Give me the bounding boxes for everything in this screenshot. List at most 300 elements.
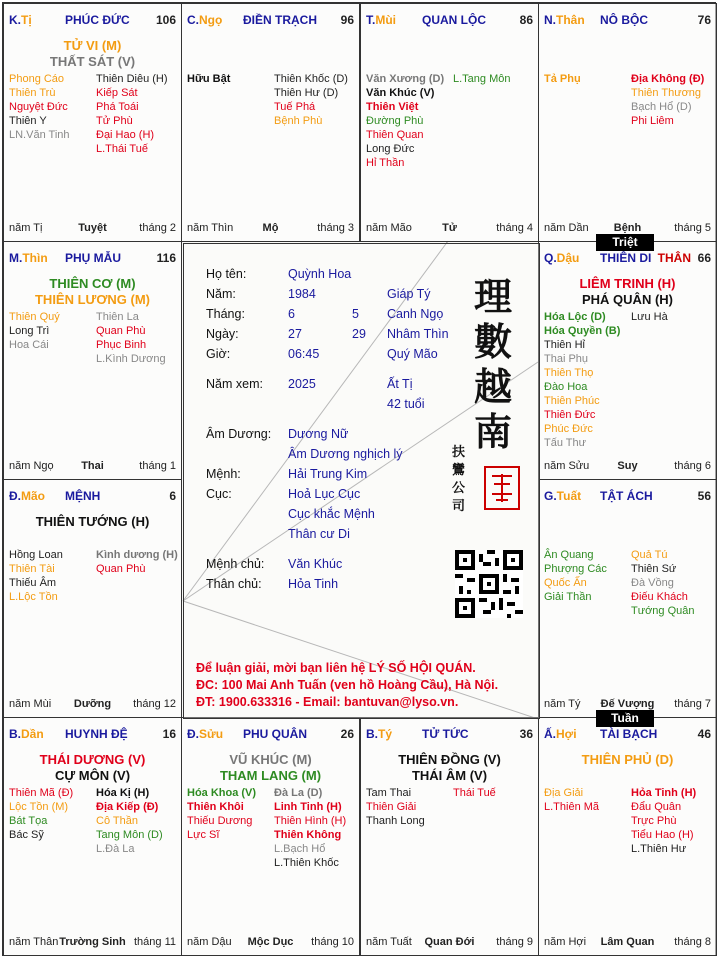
palace-name: THIÊN DI [600,251,652,265]
minor-star: Thiên Khốc (D) [274,73,348,85]
minor-star: Bác Sỹ [9,829,44,841]
minor-star: Tuế Phá [274,101,316,113]
left-stars [187,786,256,842]
right-stars [96,786,163,856]
main-star: THAM LANG (M) [219,768,322,783]
palace-chi: Tị [21,13,32,27]
palace-age: 36 [519,727,533,741]
palace-mui[interactable] [360,3,539,242]
minor-star: Kình dương (H) [96,549,178,561]
palace-age: 66 [697,251,711,265]
minor-star: Bệnh Phù [274,115,323,127]
minor-star: Thiên Quan [366,129,424,141]
palace-stage: Mộc Dục [247,936,294,948]
main-star: THIÊN TƯỚNG (H) [35,514,150,529]
label-gio: Giờ: [206,347,231,361]
left-stars [9,786,73,842]
value-cuc-3: Thân cư Di [288,527,350,541]
left-stars [544,786,599,814]
right-stars [453,72,510,86]
value-cuc-2: Cục khắc Mệnh [288,507,375,521]
palace-age: 96 [340,13,354,27]
minor-star: Thai Phụ [544,353,589,365]
contact-address: ĐC: 100 Mai Anh Tuấn (ven hồ Hoàng Cầu), Hà Nội. [196,678,499,692]
minor-star: Đẩu Quân [631,801,682,813]
minor-star: Đà Vồng [631,577,674,589]
minor-star: Tử Phù [96,115,133,127]
minor-star: Quan Phù [96,325,146,337]
palace-chi: Mùi [375,13,397,27]
calligraphy [474,274,512,454]
palace-month: tháng 12 [133,698,176,710]
palace-age: 86 [519,13,533,27]
minor-star: L.Tang Môn [453,73,511,85]
palace-can: Đ. [9,489,21,503]
palace-can: M. [9,251,23,265]
right-stars [631,548,695,618]
palace-name: MỆNH [65,489,101,503]
palace-header [187,13,354,29]
palace-month: tháng 5 [674,222,711,234]
minor-star: Đường Phù [366,115,424,127]
contact-phone-email[interactable]: ĐT: 1900.633316 - Email: bantuvan@lyso.vn. [196,695,459,709]
palace-header [9,727,176,743]
minor-star: Kiếp Sát [96,87,138,99]
info-labels [206,264,263,394]
palace-month: tháng 11 [133,936,176,948]
value-gio: 06:45 [288,347,320,361]
palace-age: 6 [169,489,176,503]
palace-footer [9,936,176,950]
seal-char: 公 [452,481,466,496]
palace-tuat[interactable] [538,479,717,718]
palace-can: C. [187,13,199,27]
minor-star: Tướng Quân [631,605,695,617]
label-am-duong: Âm Dương: [206,427,272,441]
value-than-chu: Hỏa Tinh [288,577,339,591]
minor-star: Hữu Bật [187,73,231,85]
minor-star: Thiếu Dương [187,815,253,827]
palace-header [9,251,176,267]
minor-star: Ân Quang [544,549,594,561]
value-nam-xem-can-chi: Ất Tị [387,377,413,391]
palace-can: Ấ. [544,727,556,741]
main-stars [182,752,359,784]
minor-star: Thiên Hình (H) [274,815,347,827]
calligraphy-char: 數 [474,319,513,364]
palace-ty[interactable] [360,717,539,956]
palace-year: năm Dậu [187,936,232,948]
label-menh: Mệnh: [206,467,241,481]
palace-month: tháng 4 [496,222,533,234]
palace-than[interactable] [538,3,717,242]
palace-dau[interactable] [538,241,717,480]
minor-star: Thiên Không [274,829,342,841]
minor-star: Tả Phụ [544,73,581,85]
palace-name: HUYNH ĐỆ [65,727,128,741]
seal-text [452,444,465,516]
palace-footer [544,460,711,474]
minor-star: Phá Toái [96,101,139,113]
value-ho-ten: Quỳnh Hoa [288,267,352,281]
palace-month: tháng 10 [311,936,354,948]
info-labels-2 [206,424,271,594]
palace-stage: Thai [81,460,104,472]
minor-star: Thanh Long [366,815,425,827]
palace-chi: Thìn [22,251,48,265]
palace-dan[interactable] [3,717,182,956]
main-stars [4,38,181,70]
qr-code[interactable] [455,550,523,618]
minor-star: L.Thiên Hư [631,843,687,855]
minor-star: Thiên Việt [366,101,419,113]
palace-header [544,251,711,267]
main-star: TỬ VI (M) [63,38,122,53]
palace-ngo[interactable] [181,3,360,242]
minor-star: Thiên Khôi [187,801,244,813]
main-star: THIÊN CƠ (M) [49,276,136,291]
minor-star: Linh Tinh (H) [274,801,342,813]
minor-star: Cô Thần [96,815,138,827]
palace-header [544,489,711,505]
minor-star: Thiếu Âm [9,577,57,589]
minor-star: Thiên Thương [631,87,702,99]
left-stars [9,72,70,142]
left-stars [366,786,425,828]
minor-star: Thiên Giải [366,801,417,813]
label-nam: Năm: [206,287,236,301]
minor-star: Thiên La [96,311,139,323]
minor-star: Phi Liêm [631,115,674,127]
palace-mao[interactable] [3,479,182,718]
main-star: VŨ KHÚC (M) [229,752,312,767]
minor-star: L.Thiên Khốc [274,857,339,869]
minor-star: Thiên Thọ [544,367,594,379]
palace-chi: Thân [556,13,585,27]
right-stars [96,72,168,156]
minor-star: Đà La (D) [274,787,323,799]
value-ngay-al: 29 [352,327,366,341]
palace-month: tháng 3 [317,222,354,234]
palace-chi: Dậu [556,251,580,265]
main-star: THIÊN ĐỒNG (V) [398,752,501,767]
value-nam-can-chi: Giáp Tý [387,287,431,301]
info-values-2 [288,424,403,594]
left-stars [544,548,607,604]
palace-chi: Tuất [556,489,582,503]
minor-star: Nguyệt Đức [9,101,68,113]
palace-footer [9,460,176,474]
red-seal-stamp [484,466,520,510]
contact-info [196,660,498,711]
than-marker: THÂN [657,251,691,265]
seal-char: 司 [452,499,466,514]
main-stars [4,276,181,308]
palace-name: PHÚC ĐỨC [65,13,130,27]
palace-age: 76 [697,13,711,27]
palace-year: năm Tuất [366,936,412,948]
palace-header [366,13,533,29]
palace-footer [366,222,533,236]
left-stars [9,548,63,604]
minor-star: Quả Tú [631,549,668,561]
palace-year: năm Dần [544,222,589,234]
minor-star: Phúc Đức [544,423,593,435]
minor-star: Thiên Tài [9,563,55,575]
contact-line-1: Để luận giải, mời bạn liên hệ LÝ SỐ HỘI QUÁN. [196,661,476,675]
palace-stage: Quan Đới [424,936,475,948]
minor-star: Quốc Ấn [544,577,587,589]
main-star: PHÁ QUÂN (H) [582,292,673,307]
palace-name: QUAN LỘC [422,13,486,27]
palace-chi: Tý [378,727,393,741]
palace-month: tháng 9 [496,936,533,948]
palace-can: Đ. [187,727,199,741]
palace-stage: Bệnh [613,222,642,234]
left-stars [366,72,444,170]
minor-star: Thiên Phúc [544,395,600,407]
palace-stage: Tử [442,222,457,234]
minor-star: L.Kình Dương [96,353,166,365]
palace-ti[interactable] [3,3,182,242]
main-star: CỰ MÔN (V) [54,768,131,783]
minor-star: Thiên Đức [544,409,596,421]
palace-age: 56 [697,489,711,503]
palace-stage: Đế Vượng [600,698,655,710]
value-thang-dl: 6 [288,307,295,321]
palace-name: NÔ BỘC [600,13,648,27]
palace-month: tháng 7 [674,698,711,710]
palace-month: tháng 8 [674,936,711,948]
label-ngay: Ngày: [206,327,239,341]
palace-month: tháng 1 [139,460,176,472]
right-stars [631,786,696,856]
palace-stage: Dưỡng [73,698,112,710]
minor-star: Thiên Hỉ [544,339,585,351]
minor-star: Long Trì [9,325,50,337]
minor-star: L.Đà La [96,843,135,855]
palace-year: năm Sửu [544,460,590,472]
palace-footer [187,936,354,950]
value-gio-can-chi: Quý Mão [387,347,438,361]
label-menh-chu: Mệnh chủ: [206,557,265,571]
minor-star: Lưu Hà [631,311,668,323]
info-lunar [352,304,366,344]
palace-can: B. [366,727,378,741]
seal-char: 鸞 [452,463,466,478]
center-info-panel [183,243,540,719]
minor-star: L.Thiên Mã [544,801,600,813]
seal-char: 扶 [452,445,466,460]
minor-star: Bát Tọa [9,815,48,827]
minor-star: Phong Cáo [9,73,65,85]
minor-star: Thiên Diêu (H) [96,73,168,85]
minor-star: Long Đức [366,143,415,155]
minor-star: Hóa Quyền (B) [544,325,621,337]
minor-star: Hỉ Thần [366,157,405,169]
label-ho-ten: Họ tên: [206,267,247,281]
main-stars [539,276,716,308]
main-star: THẤT SÁT (V) [49,54,136,69]
minor-star: Tiểu Hao (H) [631,829,694,841]
value-am-duong-2: Âm Dương nghịch lý [288,447,403,461]
palace-chi: Sửu [199,727,224,741]
seal-glyph [486,468,518,508]
value-ngay-can-chi: Nhâm Thìn [387,327,449,341]
tu-vi-chart [2,2,716,956]
palace-footer [544,936,711,950]
palace-age: 26 [340,727,354,741]
palace-can: K. [9,13,21,27]
palace-year: năm Mùi [9,698,52,710]
palace-can: T. [366,13,376,27]
value-am-duong-1: Dương Nữ [288,427,349,441]
palace-age: 106 [155,13,176,27]
minor-star: Phục Binh [96,339,147,351]
right-stars [453,786,496,800]
triet-marker: Triệt [596,234,654,251]
minor-star: Văn Khúc (V) [366,87,435,99]
calligraphy-char: 南 [474,409,513,454]
palace-footer [9,698,176,712]
palace-age: 16 [162,727,176,741]
info-can-chi [387,284,449,414]
info-values [288,264,351,394]
palace-footer [366,936,533,950]
palace-name: PHU QUÂN [243,727,308,741]
palace-thin[interactable] [3,241,182,480]
value-menh-chu: Văn Khúc [288,557,343,571]
main-star: THIÊN LƯƠNG (M) [34,292,151,307]
minor-star: Hóa Kị (H) [96,787,150,799]
minor-star: Lộc Tồn (M) [9,801,69,813]
palace-chi: Hợi [556,727,577,741]
palace-month: tháng 2 [139,222,176,234]
label-than-chu: Thân chủ: [206,577,262,591]
palace-can: Q. [544,251,557,265]
palace-chi: Ngọ [199,13,223,27]
right-stars [631,72,704,128]
palace-footer [187,222,354,236]
minor-star: Tang Môn (D) [96,829,163,841]
main-stars [539,752,716,768]
value-thang-al: 5 [352,307,359,321]
minor-star: LN.Văn Tinh [9,129,70,141]
palace-stage: Suy [617,460,638,472]
calligraphy-char: 越 [474,364,513,409]
main-stars [361,752,538,784]
minor-star: Điếu Khách [631,591,688,603]
calligraphy-char: 理 [474,274,513,319]
main-star: THÁI DƯƠNG (V) [39,752,146,767]
palace-hoi[interactable] [538,717,717,956]
palace-stage: Tuyệt [78,222,107,234]
minor-star: Lực Sĩ [187,829,220,841]
palace-year: năm Hợi [544,936,587,948]
palace-year: năm Mão [366,222,412,234]
palace-header [187,727,354,743]
palace-year: năm Thìn [187,222,234,234]
label-thang: Tháng: [206,307,245,321]
main-stars [4,752,181,784]
minor-star: Hỏa Tinh (H) [631,787,697,799]
minor-star: L.Thái Tuế [96,143,148,155]
palace-age: 46 [697,727,711,741]
palace-month: tháng 6 [674,460,711,472]
minor-star: Thiên Sứ [631,563,677,575]
qr-code-image [455,550,523,618]
right-stars [274,72,348,128]
minor-star: Thiên Hư (D) [274,87,339,99]
main-stars [4,514,181,530]
palace-header [9,489,176,505]
main-star: THÁI ÂM (V) [411,768,488,783]
minor-star: Đại Hao (H) [96,129,155,141]
minor-star: L.Lộc Tồn [9,591,58,603]
palace-stage: Lâm Quan [600,936,655,948]
left-stars [544,310,620,450]
minor-star: Hóa Khoa (V) [187,787,257,799]
value-thang-can-chi: Canh Ngọ [387,307,444,321]
minor-star: Hóa Lộc (D) [544,311,606,323]
minor-star: Tấu Thư [544,437,587,449]
palace-name: TỬ TỨC [422,727,469,741]
minor-star: Giải Thần [544,591,592,603]
minor-star: Thiên Quý [9,311,60,323]
minor-star: Đào Hoa [544,381,588,393]
main-star: THIÊN PHỦ (D) [581,752,674,767]
label-nam-xem: Năm xem: [206,377,263,391]
palace-stage: Mộ [262,222,279,234]
palace-name: TÀI BẠCH [600,727,658,741]
right-stars [96,310,166,366]
right-stars [96,548,178,576]
left-stars [9,310,60,352]
minor-star: Tam Thai [366,787,412,799]
label-cuc: Cục: [206,487,232,501]
palace-name: ĐIỀN TRẠCH [243,13,317,27]
value-menh: Hải Trung Kim [288,467,368,481]
minor-star: Địa Giải [544,787,584,799]
palace-year: năm Thân [9,936,59,948]
palace-year: năm Tý [544,698,581,710]
palace-header [366,727,533,743]
left-stars [187,72,230,86]
value-cuc-1: Hoả Lục Cục [288,487,361,501]
tuan-marker: Tuần [596,710,654,727]
left-stars [544,72,581,86]
palace-suu[interactable] [181,717,360,956]
palace-name: PHỤ MẪU [65,251,121,265]
palace-chi: Mão [21,489,45,503]
minor-star: Thái Tuế [453,787,496,799]
palace-age: 116 [156,251,176,265]
palace-can: B. [9,727,21,741]
palace-chi: Dần [21,727,44,741]
minor-star: Thiên Mã (Đ) [9,787,74,799]
palace-footer [9,222,176,236]
right-stars [274,786,346,870]
minor-star: Địa Không (Đ) [631,73,705,85]
value-tuoi: 42 tuổi [387,397,425,411]
minor-star: Văn Xương (D) [366,73,445,85]
minor-star: Thiên Y [9,115,47,127]
value-nam: 1984 [288,287,316,301]
palace-can: G. [544,489,557,503]
palace-year: năm Ngọ [9,460,54,472]
minor-star: Bạch Hổ (D) [631,101,692,113]
value-nam-xem: 2025 [288,377,316,391]
